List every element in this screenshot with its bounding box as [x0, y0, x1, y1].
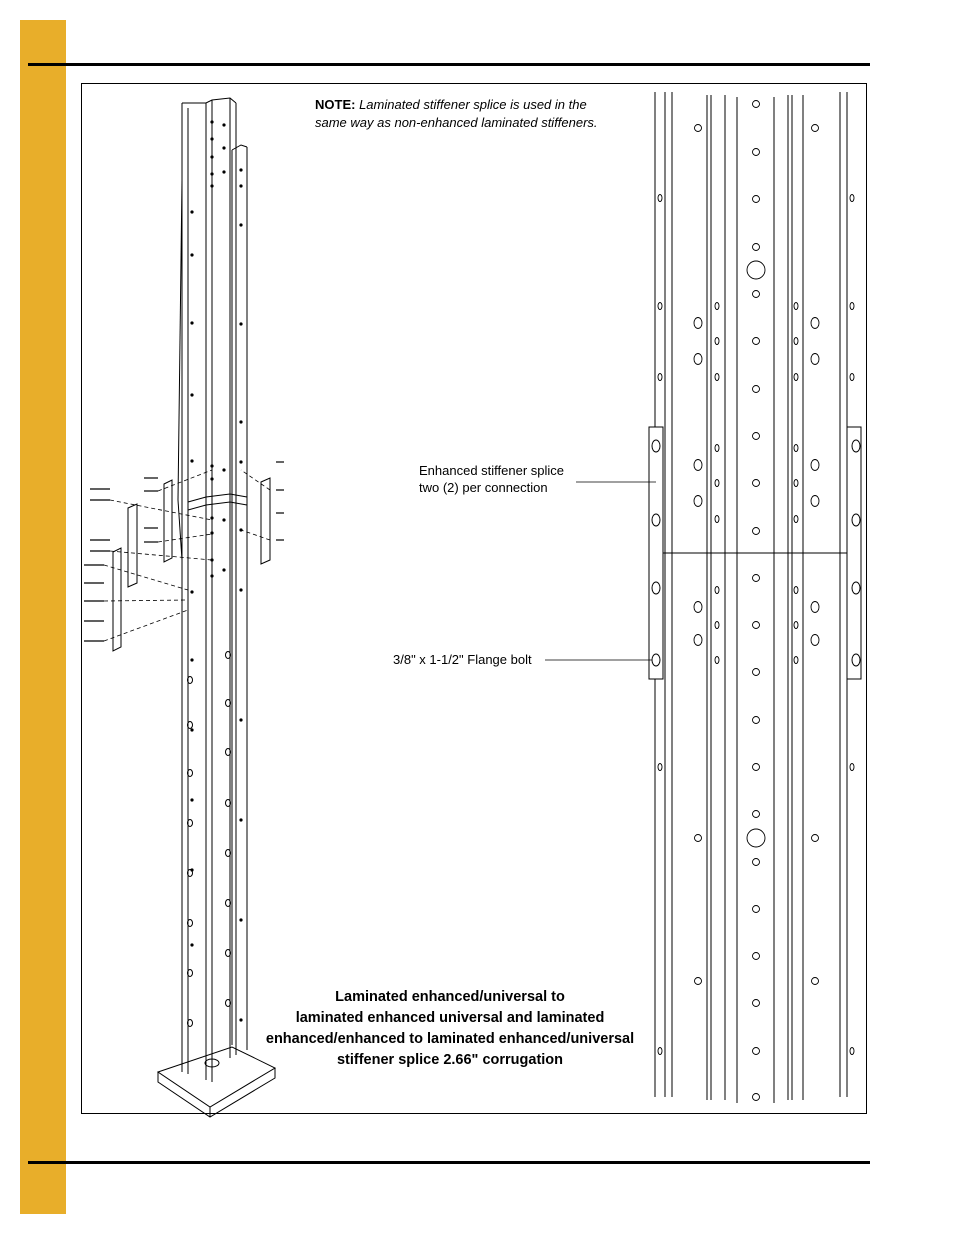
- note-text: [315, 96, 635, 132]
- note-label: NOTE:: [315, 97, 356, 112]
- stiffener-column-icon: [84, 98, 284, 1117]
- splice-callout-line1: Enhanced stiffener splice: [419, 463, 565, 478]
- splice-elevation-icon: [545, 92, 861, 1103]
- caption-line2: laminated enhanced universal and laminated: [295, 1010, 605, 1026]
- splice-callout: [419, 462, 564, 496]
- caption-line4: stiffener splice 2.66" corrugation: [336, 1052, 564, 1068]
- caption-line3: enhanced/enhanced to laminated enhanced/universal: [265, 1031, 635, 1047]
- bolt-callout: 3/8" x 1-1/2" Flange bolt: [393, 652, 532, 667]
- splice-callout-line2: two (2) per connection: [419, 480, 548, 495]
- caption-line1: Laminated enhanced/universal to: [335, 989, 565, 1005]
- note-line2: same way as non-enhanced laminated stiffeners.: [315, 115, 598, 130]
- figure-caption: [246, 987, 654, 1071]
- note-line1: Laminated stiffener splice is used in the: [359, 97, 587, 112]
